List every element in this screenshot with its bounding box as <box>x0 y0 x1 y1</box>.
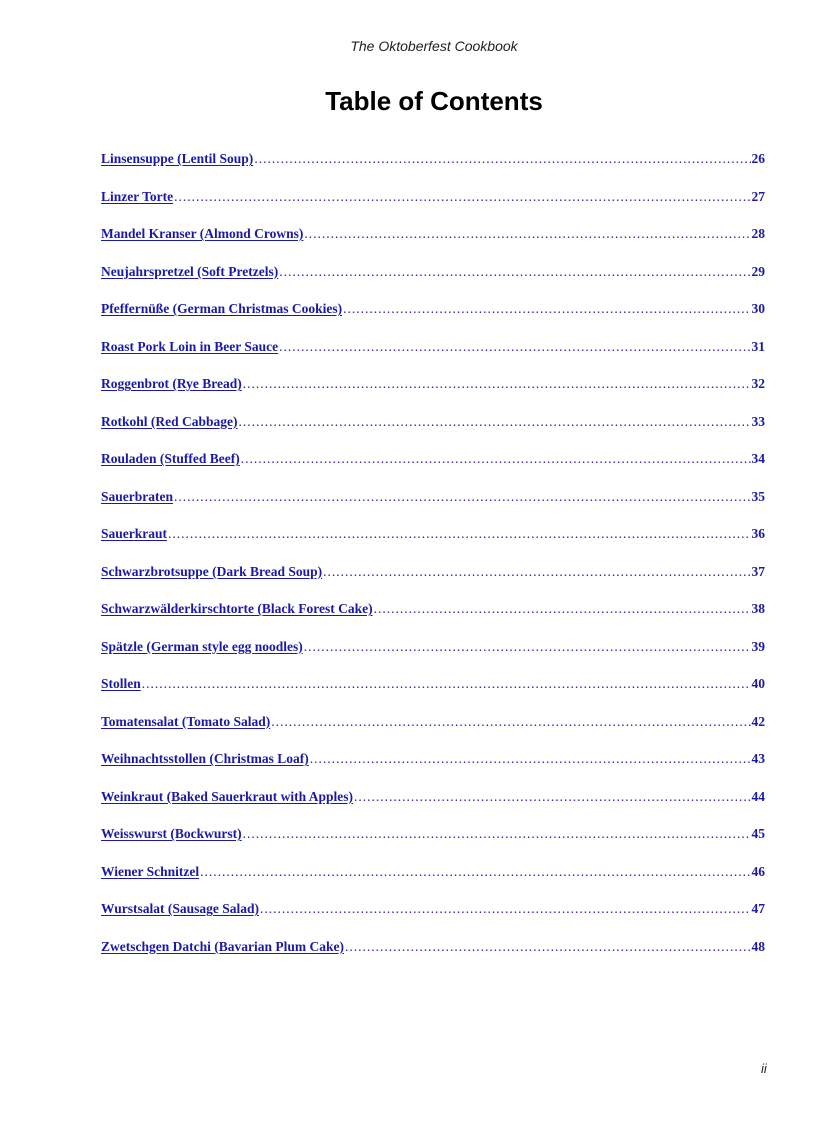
toc-entry-page-number[interactable]: 47 <box>751 901 765 916</box>
toc-entry-page-number[interactable]: 26 <box>751 151 765 166</box>
toc-entry <box>101 939 765 977</box>
toc-entry-link[interactable]: Weihnachtsstollen (Christmas Loaf) <box>101 751 309 766</box>
toc-leader-dots <box>354 789 750 805</box>
toc-entry-link[interactable]: Rotkohl (Red Cabbage) <box>101 413 238 429</box>
toc-entry <box>101 639 765 677</box>
toc-entry-link[interactable]: Zwetschgen Datchi (Bavarian Plum Cake) <box>101 938 344 954</box>
toc-leader-dots <box>304 226 750 242</box>
toc-entry-page-number[interactable]: 46 <box>751 863 765 879</box>
toc-leader-dots <box>174 189 750 205</box>
toc-entry-page-number[interactable]: 39 <box>751 638 765 654</box>
toc-entry <box>101 601 765 639</box>
toc-entry <box>101 151 765 189</box>
toc-leader-dots <box>343 301 750 317</box>
toc-entry-page-number[interactable]: 34 <box>751 451 765 466</box>
toc-entry-page-number[interactable]: 44 <box>751 788 765 804</box>
toc-entry-link[interactable]: Stollen <box>101 676 141 691</box>
toc-entry-link[interactable]: Roast Pork Loin in Beer Sauce <box>101 338 279 354</box>
toc-entry <box>101 826 765 864</box>
toc-entry-link[interactable]: Schwarzbrotsuppe (Dark Bread Soup) <box>101 563 323 579</box>
toc-leader-dots <box>271 714 750 730</box>
toc-entry-page-number[interactable]: 48 <box>751 938 765 954</box>
toc-entry <box>101 676 765 714</box>
toc-leader-dots <box>200 864 750 880</box>
toc-entry-page-number[interactable]: 36 <box>751 526 765 541</box>
toc-entry <box>101 489 765 527</box>
toc-entry <box>101 564 765 602</box>
toc-entry-link[interactable]: Mandel Kranser (Almond Crowns) <box>101 226 304 241</box>
toc-leader-dots <box>304 639 751 655</box>
toc-leader-dots <box>239 414 751 430</box>
toc-entry-link[interactable]: Wiener Schnitzel <box>101 863 200 879</box>
toc-entry-page-number[interactable]: 45 <box>751 826 765 841</box>
toc-leader-dots <box>260 901 750 917</box>
toc-entry <box>101 376 765 414</box>
toc-entry-link[interactable]: Tomatensalat (Tomato Salad) <box>101 713 271 729</box>
toc-entry-page-number[interactable]: 33 <box>751 413 765 429</box>
toc-leader-dots <box>243 826 751 842</box>
toc-entry <box>101 339 765 377</box>
toc-list <box>101 151 765 976</box>
toc-entry-page-number[interactable]: 35 <box>751 488 765 504</box>
toc-entry-link[interactable]: Wurstsalat (Sausage Salad) <box>101 901 260 916</box>
toc-entry-link[interactable]: Schwarzwälderkirschtorte (Black Forest Cake) <box>101 601 373 616</box>
toc-entry-page-number[interactable]: 31 <box>751 338 765 354</box>
toc-entry-link[interactable]: Linzer Torte <box>101 188 174 204</box>
toc-entry-link[interactable]: Linsensuppe (Lentil Soup) <box>101 151 254 166</box>
toc-leader-dots <box>241 451 751 467</box>
toc-entry-link[interactable]: Spätzle (German style egg noodles) <box>101 638 303 654</box>
toc-leader-dots <box>168 526 750 542</box>
toc-entry-page-number[interactable]: 42 <box>751 713 765 729</box>
toc-entry-page-number[interactable]: 32 <box>751 376 765 391</box>
toc-leader-dots <box>323 564 750 580</box>
toc-entry-link[interactable]: Pfeffernüße (German Christmas Cookies) <box>101 301 343 316</box>
toc-entry-link[interactable]: Sauerkraut <box>101 526 168 541</box>
toc-entry <box>101 189 765 227</box>
toc-leader-dots <box>374 601 751 617</box>
toc-leader-dots <box>279 264 750 280</box>
toc-entry <box>101 864 765 902</box>
toc-entry-link[interactable]: Roggenbrot (Rye Bread) <box>101 376 242 391</box>
toc-entry-page-number[interactable]: 43 <box>751 751 765 766</box>
toc-entry <box>101 226 765 264</box>
toc-entry-link[interactable]: Neujahrspretzel (Soft Pretzels) <box>101 263 279 279</box>
page-title: Table of Contents <box>325 86 543 116</box>
toc-entry-page-number[interactable]: 40 <box>751 676 765 691</box>
toc-entry <box>101 789 765 827</box>
toc-entry-page-number[interactable]: 37 <box>751 563 765 579</box>
toc-leader-dots <box>310 751 751 767</box>
page-number: ii <box>761 1061 767 1076</box>
toc-entry <box>101 751 765 789</box>
toc-leader-dots <box>254 151 750 167</box>
toc-entry <box>101 414 765 452</box>
toc-entry-page-number[interactable]: 28 <box>751 226 765 241</box>
toc-entry-link[interactable]: Weinkraut (Baked Sauerkraut with Apples) <box>101 788 354 804</box>
toc-entry <box>101 264 765 302</box>
toc-entry-page-number[interactable]: 30 <box>751 301 765 316</box>
toc-leader-dots <box>345 939 751 955</box>
toc-entry-link[interactable]: Weisswurst (Bockwurst) <box>101 826 242 841</box>
toc-entry <box>101 301 765 339</box>
toc-entry-page-number[interactable]: 38 <box>751 601 765 616</box>
toc-entry <box>101 714 765 752</box>
toc-entry <box>101 451 765 489</box>
toc-entry-link[interactable]: Rouladen (Stuffed Beef) <box>101 451 240 466</box>
toc-leader-dots <box>243 376 751 392</box>
toc-entry-page-number[interactable]: 27 <box>751 188 765 204</box>
toc-entry <box>101 901 765 939</box>
toc-entry <box>101 526 765 564</box>
toc-leader-dots <box>279 339 750 355</box>
toc-leader-dots <box>142 676 751 692</box>
running-header: The Oktoberfest Cookbook <box>350 38 518 54</box>
toc-entry-link[interactable]: Sauerbraten <box>101 488 173 504</box>
toc-entry-page-number[interactable]: 29 <box>751 263 765 279</box>
toc-leader-dots <box>174 489 751 505</box>
